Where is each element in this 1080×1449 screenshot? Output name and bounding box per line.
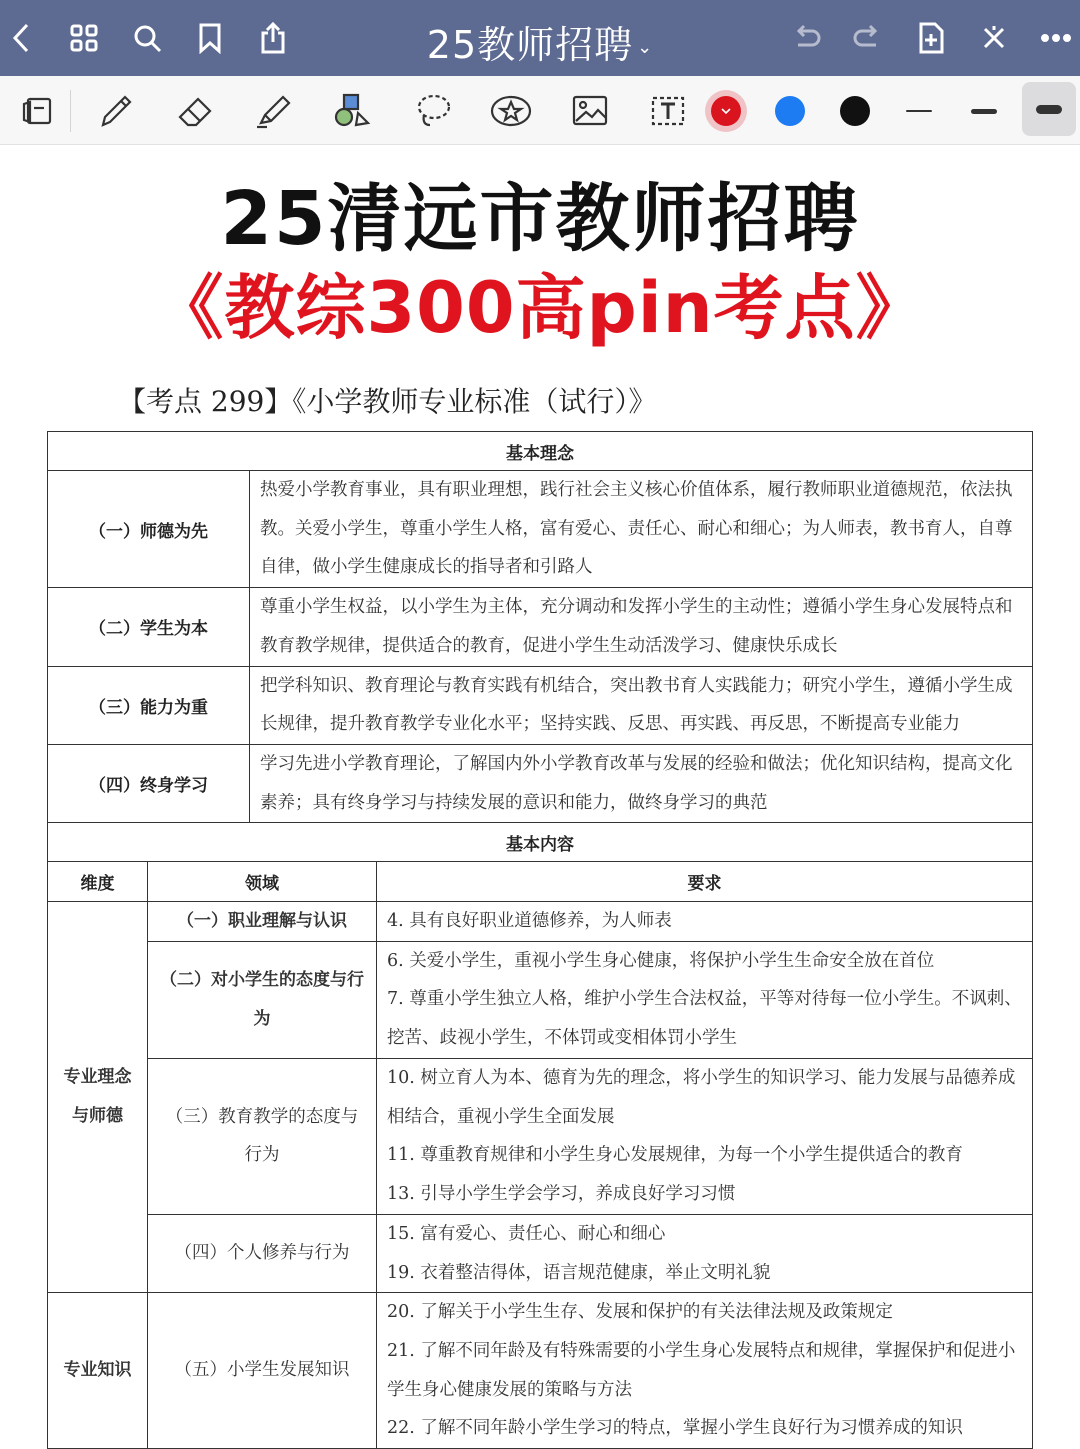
drawing-toolbar — [0, 76, 1080, 145]
eraser-icon[interactable] — [172, 88, 218, 134]
text-icon[interactable] — [645, 88, 691, 134]
concepts-header: 基本理念 — [48, 432, 1033, 471]
pen-icon[interactable] — [92, 88, 138, 134]
sticker-icon[interactable] — [488, 88, 534, 134]
content-header: 基本内容 — [48, 823, 1033, 862]
requirement-cell — [377, 1058, 1033, 1214]
requirement-item: 11. 尊重教育规律和小学生身心发展规律，为每一个小学生提供适合的教育 — [387, 1145, 963, 1166]
requirement-item: 20. 了解关于小学生生存、发展和保护的有关法律法规及政策规定 — [387, 1302, 893, 1323]
requirement-item: 7. 尊重小学生独立人格，维护小学生合法权益，平等对待每一位小学生。不讽刺、挖苦、歧视小学生，不体罚或变相体罚小学生 — [387, 989, 1022, 1049]
close-icon[interactable] — [974, 18, 1014, 58]
requirement-item: 10. 树立育人为本、德育为先的理念，将小学生的知识学习、能力发展与品德养成相结合，重视小学生全面发展 — [387, 1067, 1016, 1127]
concept-label: （一）师德为先 — [48, 471, 250, 588]
concepts-table — [47, 431, 1033, 862]
dimension-cell: 专业理念与师德 — [48, 902, 148, 1293]
field-cell: （一）职业理解与认识 — [148, 902, 377, 942]
requirement-cell — [377, 1214, 1033, 1292]
stroke-thick-option[interactable] — [1022, 82, 1076, 136]
requirement-item: 19. 衣着整洁得体，语言规范健康，举止文明礼貌 — [387, 1262, 771, 1283]
concept-text: 尊重小学生权益，以小学生为主体，充分调动和发挥小学生的主动性；遵循小学生身心发展特点和教育教学规律，提供适合的教育，促进小学生生动活泼学习、健康快乐成长 — [250, 588, 1033, 666]
requirement-item: 4. 具有良好职业道德修养，为人师表 — [387, 911, 672, 931]
col-requirement: 要求 — [377, 862, 1033, 902]
concept-text: 学习先进小学教育理论，了解国内外小学教育改革与发展的经验和做法；优化知识结构，提高文化素养；具有终身学习与持续发展的意识和能力，做终身学习的典范 — [250, 744, 1033, 822]
page-view-icon[interactable] — [14, 88, 60, 134]
concept-label: （二）学生为本 — [48, 588, 250, 666]
concept-label: （三）能力为重 — [48, 666, 250, 744]
color-swatch-red[interactable] — [703, 88, 749, 134]
kaodian-title: 【考点 299】《小学教师专业标准（试行）》 — [118, 385, 657, 418]
stroke-medium-option[interactable] — [961, 88, 1007, 134]
add-page-icon[interactable] — [911, 18, 951, 58]
toolbar-divider — [70, 90, 71, 132]
requirement-cell — [377, 941, 1033, 1058]
highlighter-icon[interactable] — [251, 88, 297, 134]
shapes-icon[interactable] — [330, 88, 376, 134]
requirement-item: 15. 富有爱心、责任心、耐心和细心 — [387, 1223, 666, 1244]
chevron-down-icon: ⌄ — [637, 37, 654, 58]
image-icon[interactable] — [567, 88, 613, 134]
requirement-item: 13. 引导小学生学会学习，养成良好学习习惯 — [387, 1184, 736, 1205]
field-cell: （四）个人修养与行为 — [148, 1214, 377, 1292]
lasso-icon[interactable] — [410, 88, 456, 134]
undo-icon[interactable] — [786, 18, 826, 58]
requirement-item: 22. 了解不同年龄小学生学习的特点，掌握小学生良好行为习惯养成的知识 — [387, 1418, 963, 1439]
color-swatch-black[interactable] — [832, 88, 878, 134]
concept-text: 热爱小学教育事业，具有职业理想，践行社会主义核心价值体系，履行教师职业道德规范，依法执教。关爱小学生，尊重小学生人格，富有爱心、责任心、耐心和细心；为人师表，教书育人，自尊自律，做小学生健康成长的指导者和引路人 — [250, 471, 1033, 588]
dimension-cell: 专业知识 — [48, 1293, 148, 1449]
content-table — [47, 861, 1033, 1449]
headline-subtitle: 《教综300高pin考点》 — [153, 267, 927, 349]
document-title-text: 25教师招聘 — [426, 23, 634, 67]
col-field: 领域 — [148, 862, 377, 902]
more-icon[interactable] — [1036, 18, 1076, 58]
concept-label: （四）终身学习 — [48, 744, 250, 822]
stroke-thin-option[interactable] — [896, 88, 942, 134]
field-cell: （二）对小学生的态度与行为 — [148, 941, 377, 1058]
top-app-bar — [0, 0, 1080, 76]
requirement-item: 6. 关爱小学生，重视小学生身心健康，将保护小学生生命安全放在首位 — [387, 950, 935, 971]
requirement-cell — [377, 1293, 1033, 1449]
color-swatch-blue[interactable] — [767, 88, 813, 134]
field-cell: （五）小学生发展知识 — [148, 1293, 377, 1449]
redo-icon[interactable] — [848, 18, 888, 58]
field-cell: （三）教育教学的态度与行为 — [148, 1058, 377, 1214]
chevron-down-icon — [721, 108, 731, 114]
requirement-item: 21. 了解不同年龄及有特殊需要的小学生身心发展特点和规律，掌握保护和促进小学生身心健康发展的策略与方法 — [387, 1341, 1016, 1400]
concept-text: 把学科知识、教育理论与教育实践有机结合，突出教书育人实践能力；研究小学生，遵循小学生成长规律，提升教育教学专业化水平；坚持实践、反思、再实践、再反思，不断提高专业能力 — [250, 666, 1033, 744]
col-dimension: 维度 — [48, 862, 148, 902]
requirement-cell — [377, 902, 1033, 942]
headline-title: 25清远市教师招聘 — [220, 176, 860, 262]
